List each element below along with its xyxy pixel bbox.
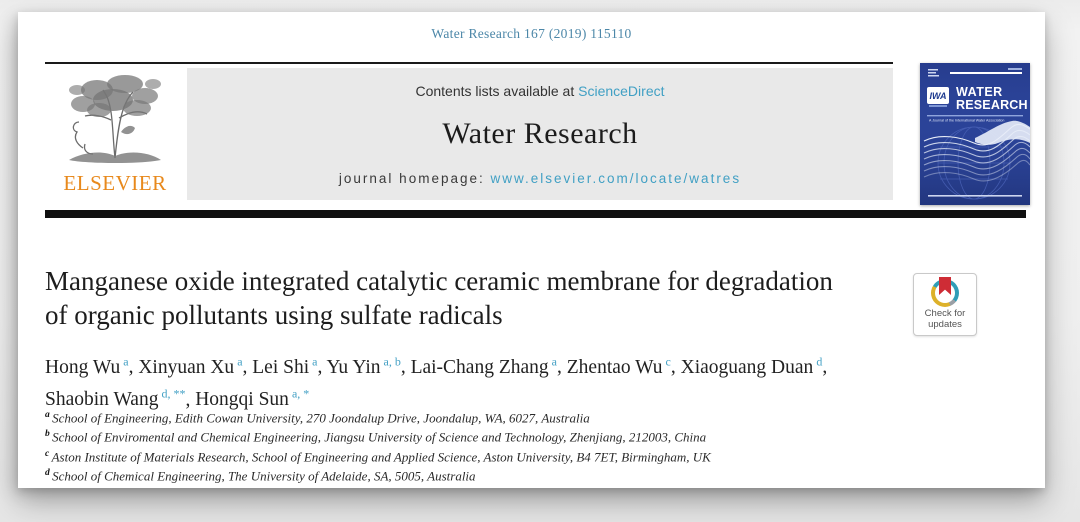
author: Lei Shi $^a$: [252, 354, 318, 378]
affiliation-row: $^a$ School of Engineering, Edith Cowan University, 270 Joondalup Drive, Joondalup, WA, 6027, Australia: [45, 410, 590, 426]
author: Zhentao Wu $^c$: [566, 354, 671, 378]
homepage-link[interactable]: www.elsevier.com/locate/watres: [490, 171, 742, 186]
crossmark-label-line2: updates: [928, 319, 962, 330]
author-affiliation-sup: a, *: [288, 386, 310, 401]
svg-text:A Journal of the International: A Journal of the International Water Association: [929, 118, 1005, 123]
author: Hongqi Sun $^{a, *}$: [195, 386, 310, 410]
svg-text:RESEARCH: RESEARCH: [956, 98, 1028, 112]
author-affiliation-sup: a, b: [380, 354, 401, 368]
author: Lai-Chang Zhang $^a$: [410, 354, 557, 378]
author-affiliation-sup: d: [813, 354, 823, 368]
author: Hong Wu $^a$: [45, 354, 129, 378]
author-list: Hong Wu $^a$, Xinyuan Xu $^a$, Lei Shi $^a$, Yu Yin $^{a, b}$, Lai-Chang Zhang $^a$, Zhentao Wu $^c$, Xiaoguang Duan $^d$, Shaobin Wang $^{d, **}$, Hongqi Sun $^{a, *}$: [45, 354, 828, 410]
author-affiliation-sup: a: [234, 354, 243, 368]
affiliation-list: [45, 407, 825, 484]
header-bottom-rule: [45, 210, 1026, 218]
iwa-logo: [927, 87, 949, 107]
svg-text:WATER: WATER: [956, 85, 1003, 99]
author-affiliation-sup: a: [309, 354, 318, 368]
elsevier-logo: [45, 68, 185, 200]
affiliation-row: $^b$ School of Enviromental and Chemical Engineering, Jiangsu University of Science and Technology, Zhenjiang, 212003, China: [45, 429, 707, 445]
affiliation-row: $^c$ Aston Institute of Materials Research, School of Engineering and Applied Science, Aston University, B4 7ET, Birmingham, UK: [45, 448, 711, 464]
crossmark-icon: [931, 279, 959, 307]
journal-title: Water Research: [442, 117, 638, 150]
running-head-citation: Water Research 167 (2019) 115110: [431, 26, 632, 41]
check-for-updates-button[interactable]: [913, 273, 977, 336]
affiliation-row: $^d$ School of Chemical Engineering, The University of Adelaide, SA, 5005, Australia: [45, 467, 476, 484]
elsevier-tree-icon: [45, 70, 185, 170]
homepage-line: [187, 171, 893, 186]
crossmark-label-line1: Check for: [924, 308, 966, 319]
homepage-prefix: journal homepage:: [338, 171, 491, 186]
author-affiliation-sup: d, **: [158, 386, 186, 401]
author-affiliation-sup: c: [662, 354, 671, 368]
author-affiliation-sup: a: [548, 354, 557, 368]
header-top-rule: [45, 62, 893, 64]
author: Xinyuan Xu $^a$: [138, 354, 243, 378]
article-title: Manganese oxide integrated catalytic ceramic membrane for degradation of organic pollutants using sulfate radicals: [45, 266, 833, 330]
author: Xiaoguang Duan $^d$: [680, 354, 823, 378]
contents-line: [187, 83, 893, 99]
author-affiliation-sup: a: [120, 354, 129, 368]
author: Shaobin Wang $^{d, **}$: [45, 386, 186, 410]
journal-banner: [187, 68, 893, 200]
contents-prefix: Contents lists available at: [415, 83, 579, 99]
sciencedirect-link[interactable]: ScienceDirect: [578, 83, 665, 99]
elsevier-wordmark: ELSEVIER: [63, 171, 167, 195]
author: Yu Yin $^{a, b}$: [326, 354, 401, 378]
journal-first-page: [18, 12, 1045, 488]
crossmark-bookmark-icon: [939, 277, 951, 295]
journal-cover[interactable]: [920, 63, 1030, 205]
svg-text:IWA: IWA: [929, 91, 947, 101]
